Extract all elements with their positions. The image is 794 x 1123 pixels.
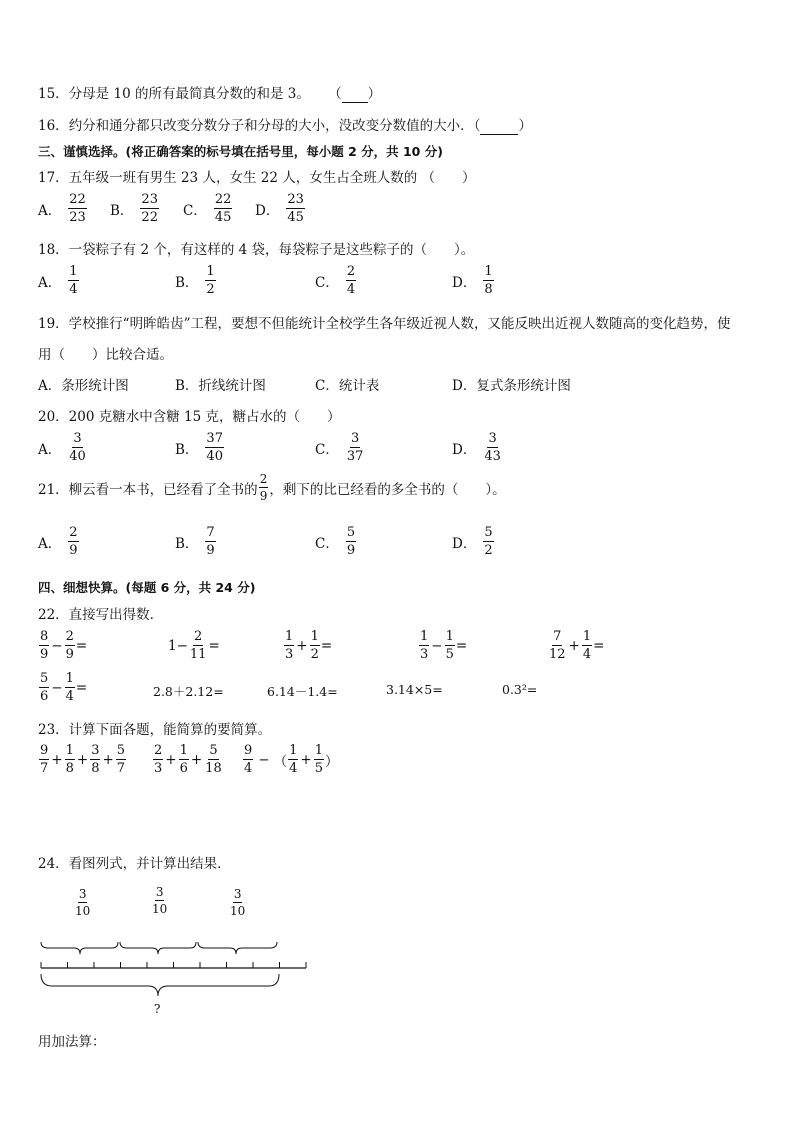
answer-blank[interactable] — [480, 118, 518, 135]
fraction: $\frac{1}{2}$ — [206, 264, 215, 297]
question-20-stem: 20．200 克糖水中含糖 15 克，糖占水的（ ） — [38, 409, 341, 425]
expression: 2.8＋2.12= — [153, 684, 224, 699]
expression: $\frac{5}{6}$ − $\frac{1}{4}$ = — [40, 671, 88, 704]
expression: $\frac{2}{3}$ + $\frac{1}{6}$ + $\frac{5}{18}$ — [154, 743, 222, 776]
question-16: 16．约分和通分都只改变分数分子和分母的大小，没改变分数值的大小．（ ） — [38, 118, 532, 134]
option-a[interactable]: A． $\frac{22}{23}$ — [38, 192, 86, 225]
option-c[interactable]: C． $\frac{3}{37}$ — [315, 431, 364, 464]
question-21-stem: 21．柳云看一本书，已经看了全书的 $\frac{2}{9}$ ，剩下的比已经看的多全书的（ ）。 — [38, 472, 506, 503]
segment-label: $\frac{3}{10}$ — [75, 887, 91, 918]
answer-blank[interactable] — [342, 86, 368, 103]
segment-label: $\frac{3}{10}$ — [230, 887, 246, 918]
option-c[interactable]: C． $\frac{2}{4}$ — [315, 264, 356, 297]
question-19-stem: 19．学校推行“明眸皓齿”工程，要想不但能统计全校学生各年级近视人数，又能反映出近视人数随高的变化趋势，使 — [38, 316, 731, 332]
fraction: $\frac{1}{4}$ — [69, 264, 78, 297]
option-a[interactable]: A． $\frac{3}{40}$ — [38, 431, 86, 464]
option-b[interactable]: B． $\frac{23}{22}$ — [110, 192, 158, 225]
fraction: $\frac{37}{40}$ — [206, 431, 223, 464]
fraction: $\frac{22}{45}$ — [214, 192, 232, 225]
expression: 1− $\frac{2}{11}$ = — [168, 629, 220, 662]
expression: 6.14－1.4= — [267, 684, 338, 699]
question-15: 15．分母是 10 的所有最简真分数的和是 3。 （ ） — [38, 86, 382, 102]
number-line-diagram — [36, 930, 316, 1020]
option-b[interactable]: B． $\frac{1}{2}$ — [175, 264, 215, 297]
option-c[interactable]: C． 统计表 — [315, 378, 380, 394]
question-22-stem: 22．直接写出得数． — [38, 607, 164, 623]
tick-marks — [41, 962, 306, 968]
fraction: $\frac{5}{2}$ — [484, 525, 493, 558]
section-3-heading: 三、谨慎选择。(将正确答案的标号填在括号里，每小题 2 分，共 10 分) — [38, 144, 443, 159]
expression: $\frac{1}{3}$ + $\frac{1}{2}$ = — [285, 629, 333, 662]
option-b[interactable]: B． 折线统计图 — [175, 378, 266, 394]
fraction: $\frac{2}{9}$ — [69, 525, 78, 558]
option-c[interactable]: C． $\frac{22}{45}$ — [183, 192, 232, 225]
expression: $\frac{8}{9}$ − $\frac{2}{9}$ = — [40, 629, 88, 662]
fraction: $\frac{3}{40}$ — [69, 431, 86, 464]
section-4-heading: 四、细想快算。(每题 6 分，共 24 分) — [38, 580, 256, 595]
option-d[interactable]: D． $\frac{1}{8}$ — [452, 264, 493, 297]
option-b[interactable]: B． $\frac{7}{9}$ — [175, 525, 215, 558]
option-a[interactable]: A． $\frac{2}{9}$ — [38, 525, 78, 558]
fraction: $\frac{22}{23}$ — [69, 192, 86, 225]
question-18-stem: 18．一袋粽子有 2 个，有这样的 4 袋，每袋粽子是这些粽子的（ ）。 — [38, 242, 475, 258]
fraction: $\frac{2}{9}$ — [259, 472, 268, 503]
option-d[interactable]: D． 复式条形统计图 — [452, 378, 571, 394]
question-mark-label: ? — [154, 1002, 161, 1016]
expression: $\frac{9}{4}$ − （ $\frac{1}{4}$ + $\frac{1}{5}$ ） — [244, 743, 339, 776]
option-a[interactable]: A． 条形统计图 — [38, 378, 129, 394]
segment-label: $\frac{3}{10}$ — [152, 885, 168, 916]
expression: 0.3²= — [502, 682, 538, 697]
fraction: $\frac{2}{4}$ — [346, 264, 356, 297]
expression: $\frac{7}{12}$ + $\frac{1}{4}$ = — [549, 629, 605, 662]
top-brace — [41, 942, 118, 954]
expression: $\frac{1}{3}$ − $\frac{1}{5}$ = — [420, 629, 468, 662]
option-d[interactable]: D． $\frac{3}{43}$ — [452, 431, 501, 464]
option-c[interactable]: C． $\frac{5}{9}$ — [315, 525, 356, 558]
option-d[interactable]: D． $\frac{5}{2}$ — [452, 525, 493, 558]
fraction: $\frac{23}{22}$ — [141, 192, 158, 225]
fraction: $\frac{7}{9}$ — [206, 525, 215, 558]
expression: 3.14×5= — [386, 682, 443, 697]
question-24-stem: 24．看图列式，并计算出结果． — [38, 856, 231, 872]
fraction: $\frac{3}{37}$ — [346, 431, 364, 464]
fraction: $\frac{23}{45}$ — [287, 192, 304, 225]
fraction: $\frac{5}{9}$ — [346, 525, 356, 558]
question-19-stem-cont: 用（ ）比较合适。 — [38, 347, 173, 363]
option-d[interactable]: D． $\frac{23}{45}$ — [255, 192, 304, 225]
question-23-stem: 23．计算下面各题，能简算的要简算。 — [38, 722, 272, 738]
fraction: $\frac{1}{8}$ — [484, 264, 493, 297]
fraction: $\frac{3}{43}$ — [484, 431, 501, 464]
option-b[interactable]: B． $\frac{37}{40}$ — [175, 431, 223, 464]
top-brace — [198, 942, 277, 954]
top-brace — [120, 942, 196, 954]
question-17-stem: 17．五年级一班有男生 23 人，女生 22 人，女生占全班人数的 （ ） — [38, 170, 476, 186]
option-a[interactable]: A． $\frac{1}{4}$ — [38, 264, 78, 297]
bottom-brace — [41, 974, 279, 996]
expression: $\frac{9}{7}$ + $\frac{1}{8}$ + $\frac{3}{8}$ + $\frac{5}{7}$ — [40, 743, 126, 776]
answer-label: 用加法算： — [38, 1034, 106, 1050]
